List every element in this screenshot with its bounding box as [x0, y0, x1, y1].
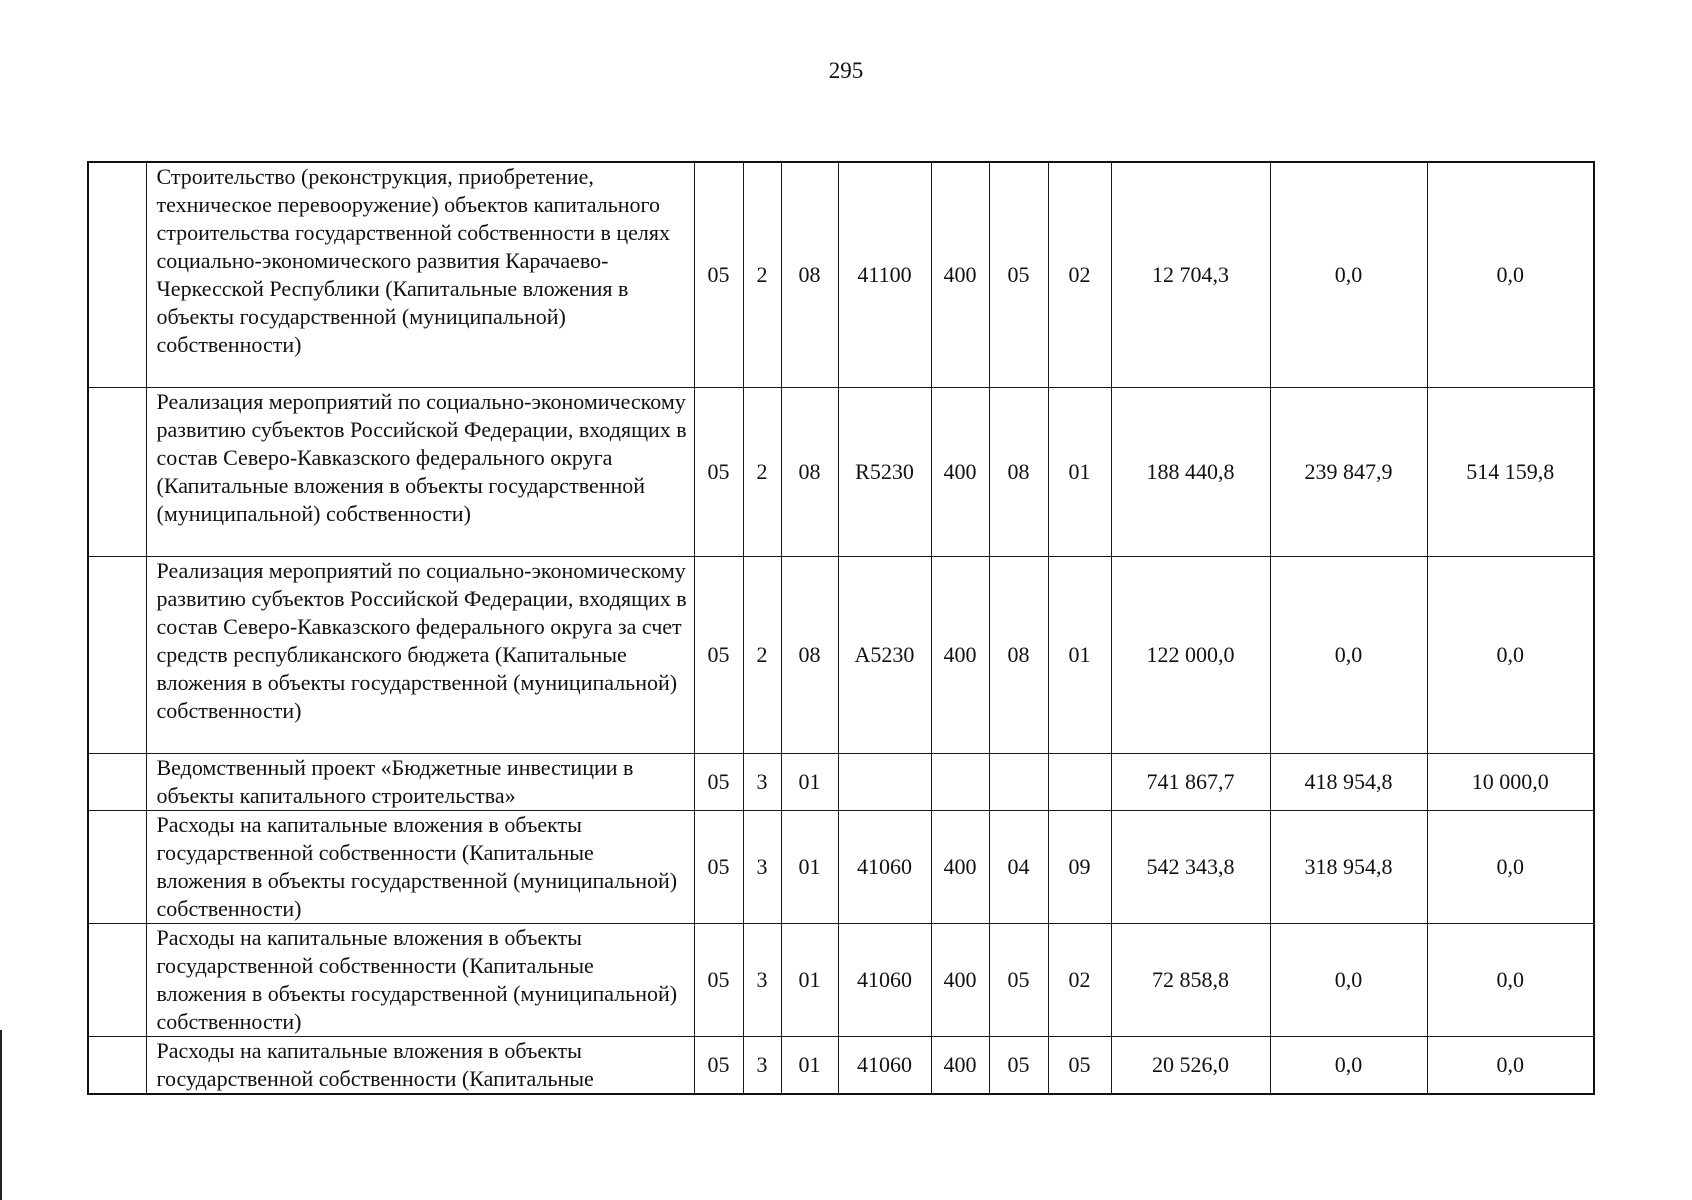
code-cell: 05 — [694, 556, 743, 753]
amount-cell: 741 867,7 — [1111, 753, 1270, 810]
row-number-cell — [88, 387, 146, 556]
code-cell: 2 — [743, 162, 781, 387]
code-cell — [989, 753, 1048, 810]
row-description: Реализация мероприятий по социально-экономическому развитию субъектов Российской Федерации, входящих в состав Северо-Кавказского федерального округа за счет средств республиканского бюджета (Капитальные вложения в объекты государственной (муниципальной) собственности) — [146, 556, 694, 753]
code-cell: 01 — [781, 923, 838, 1036]
amount-cell: 10 000,0 — [1427, 753, 1594, 810]
code-cell: 05 — [694, 810, 743, 923]
code-cell: 02 — [1048, 162, 1111, 387]
code-cell: 08 — [989, 556, 1048, 753]
code-cell: 08 — [781, 387, 838, 556]
budget-table — [87, 161, 1595, 1095]
code-cell: 05 — [1048, 1036, 1111, 1094]
amount-cell: 0,0 — [1427, 810, 1594, 923]
amount-cell: 122 000,0 — [1111, 556, 1270, 753]
code-cell: 400 — [931, 556, 989, 753]
code-cell: 41060 — [838, 923, 931, 1036]
code-cell: 3 — [743, 923, 781, 1036]
amount-cell: 72 858,8 — [1111, 923, 1270, 1036]
table-row — [88, 810, 1594, 923]
code-cell: 08 — [989, 387, 1048, 556]
code-cell: 3 — [743, 1036, 781, 1094]
table-row — [88, 556, 1594, 753]
table-row — [88, 1036, 1594, 1094]
code-cell: 01 — [1048, 387, 1111, 556]
scan-edge-line — [0, 1030, 2, 1200]
code-cell: 08 — [781, 162, 838, 387]
code-cell: 01 — [781, 810, 838, 923]
row-number-cell — [88, 923, 146, 1036]
code-cell — [838, 753, 931, 810]
amount-cell: 0,0 — [1427, 923, 1594, 1036]
row-description: Ведомственный проект «Бюджетные инвестиции в объекты капитального строительства» — [146, 753, 694, 810]
amount-cell: 0,0 — [1427, 556, 1594, 753]
amount-cell: 0,0 — [1270, 923, 1427, 1036]
row-description: Расходы на капитальные вложения в объекты государственной собственности (Капитальные вложения в объекты государственной (муниципальной) собственности) — [146, 810, 694, 923]
row-description: Расходы на капитальные вложения в объекты государственной собственности (Капитальные — [146, 1036, 694, 1094]
table-row — [88, 162, 1594, 387]
code-cell: A5230 — [838, 556, 931, 753]
code-cell: 05 — [694, 387, 743, 556]
code-cell: 01 — [781, 753, 838, 810]
code-cell: 09 — [1048, 810, 1111, 923]
code-cell: 05 — [989, 923, 1048, 1036]
row-description: Реализация мероприятий по социально-экономическому развитию субъектов Российской Федерации, входящих в состав Северо-Кавказского федерального округа (Капитальные вложения в объекты государственной (муниципальной) собственности) — [146, 387, 694, 556]
row-description: Расходы на капитальные вложения в объекты государственной собственности (Капитальные вложения в объекты государственной (муниципальной) собственности) — [146, 923, 694, 1036]
code-cell: 400 — [931, 1036, 989, 1094]
code-cell: 02 — [1048, 923, 1111, 1036]
code-cell: 3 — [743, 810, 781, 923]
row-number-cell — [88, 556, 146, 753]
code-cell: 05 — [989, 1036, 1048, 1094]
code-cell: R5230 — [838, 387, 931, 556]
code-cell: 01 — [781, 1036, 838, 1094]
code-cell: 2 — [743, 387, 781, 556]
code-cell: 400 — [931, 162, 989, 387]
table-row — [88, 387, 1594, 556]
code-cell: 2 — [743, 556, 781, 753]
code-cell: 05 — [989, 162, 1048, 387]
code-cell: 41100 — [838, 162, 931, 387]
row-number-cell — [88, 1036, 146, 1094]
table-row — [88, 923, 1594, 1036]
row-number-cell — [88, 753, 146, 810]
code-cell: 400 — [931, 810, 989, 923]
code-cell: 400 — [931, 387, 989, 556]
row-number-cell — [88, 162, 146, 387]
row-number-cell — [88, 810, 146, 923]
code-cell: 04 — [989, 810, 1048, 923]
amount-cell: 318 954,8 — [1270, 810, 1427, 923]
amount-cell: 514 159,8 — [1427, 387, 1594, 556]
amount-cell: 0,0 — [1270, 162, 1427, 387]
code-cell: 41060 — [838, 1036, 931, 1094]
code-cell: 05 — [694, 753, 743, 810]
code-cell: 08 — [781, 556, 838, 753]
code-cell: 41060 — [838, 810, 931, 923]
amount-cell: 0,0 — [1270, 556, 1427, 753]
code-cell — [931, 753, 989, 810]
amount-cell: 0,0 — [1270, 1036, 1427, 1094]
page-number: 295 — [828, 58, 864, 83]
table-row — [88, 753, 1594, 810]
amount-cell: 188 440,8 — [1111, 387, 1270, 556]
amount-cell: 0,0 — [1427, 162, 1594, 387]
code-cell: 400 — [931, 923, 989, 1036]
code-cell: 05 — [694, 923, 743, 1036]
code-cell: 01 — [1048, 556, 1111, 753]
amount-cell: 542 343,8 — [1111, 810, 1270, 923]
amount-cell: 0,0 — [1427, 1036, 1594, 1094]
amount-cell: 418 954,8 — [1270, 753, 1427, 810]
row-description: Строительство (реконструкция, приобретение, техническое перевооружение) объектов капитального строительства государственной собственности в целях социально-экономического развития Карачаево-Черкесской Республики (Капитальные вложения в объекты государственной (муниципальной) собственности) — [146, 162, 694, 387]
amount-cell: 12 704,3 — [1111, 162, 1270, 387]
code-cell — [1048, 753, 1111, 810]
code-cell: 05 — [694, 162, 743, 387]
amount-cell: 20 526,0 — [1111, 1036, 1270, 1094]
amount-cell: 239 847,9 — [1270, 387, 1427, 556]
code-cell: 05 — [694, 1036, 743, 1094]
code-cell: 3 — [743, 753, 781, 810]
